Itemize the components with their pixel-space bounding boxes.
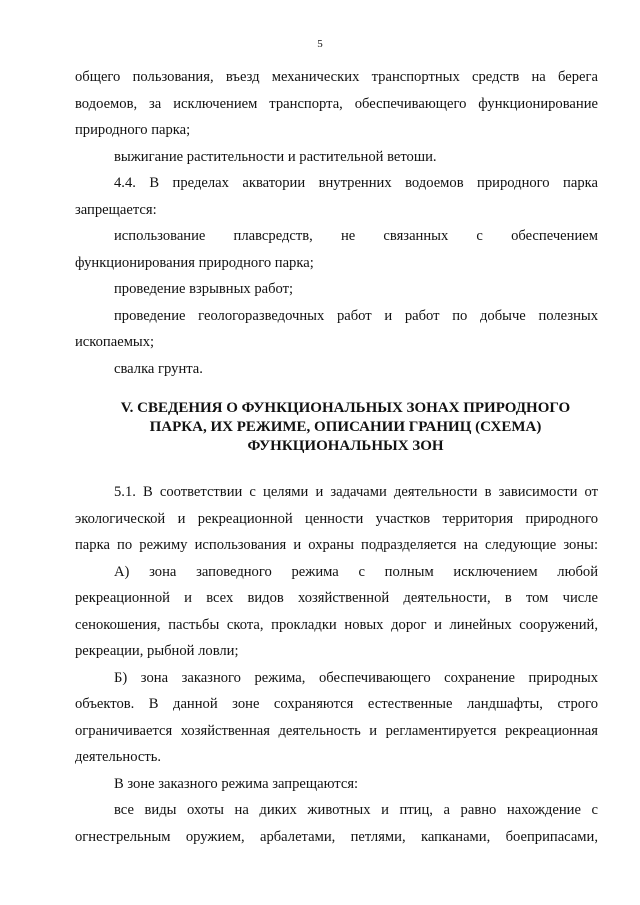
text-line: Б) зона заказного режима, обеспечивающего сохранение природных [114,669,598,686]
text-line: ископаемых; [75,334,155,350]
text-line: ограничивается хозяйственная деятельность и регламентируется рекреационная [75,722,598,739]
heading-line: ПАРКА, ИХ РЕЖИМЕ, ОПИСАНИИ ГРАНИЦ (СХЕМА) [149,419,542,435]
text-line: А) зона заповедного режима с полным исключением любой [114,563,598,580]
text-line: огнестрельным оружием, арбалетами, петлями, капканами, боеприпасами, [75,828,598,845]
text-line: все виды охоты на диких животных и птиц, а равно нахождение с [114,802,598,818]
text-line: объектов. В данной зоне сохраняются естественные ландшафты, строго [75,696,598,712]
text-line: проведение геологоразведочных работ и работ по добыче полезных [114,307,598,324]
text-line: рекреационной и всех видов хозяйственной деятельности, в том числе [75,590,598,606]
text-line: водоемов, за исключением транспорта, обеспечивающего функционирование [75,95,598,112]
section-heading [75,399,598,456]
heading-line: ФУНКЦИОНАЛЬНЫХ ЗОН [247,438,444,454]
text-line: сенокошения, пастьбы скота, прокладки новых дорог и линейных сооружений, [75,616,598,633]
text-line: деятельность. [75,749,162,765]
text-line: выжигание растительности и растительной ветоши. [114,148,437,165]
text-line: общего пользования, въезд механических транспортных средств на берега [75,69,598,85]
text-line: рекреации, рыбной ловли; [75,643,239,659]
text-line: 4.4. В пределах акватории внутренних водоемов природного парка [114,175,598,191]
page-number: 5 [317,38,323,50]
document-body [75,64,598,850]
text-line: парка по режиму использования и охраны подразделяется на следующие зоны: [75,537,598,553]
text-line: экологической и рекреационной ценности участков территория природного [75,510,598,527]
text-line: природного парка; [75,122,191,138]
text-line: использование плавсредств, не связанных с обеспечением [114,228,598,244]
text-line: В зоне заказного режима запрещаются: [114,775,359,792]
text-line: свалка грунта. [114,360,203,377]
text-line: 5.1. В соответствии с целями и задачами деятельности в зависимости от [114,484,598,500]
heading-line: V. СВЕДЕНИЯ О ФУНКЦИОНАЛЬНЫХ ЗОНАХ ПРИРОДНОГО [120,400,571,416]
text-line: запрещается: [75,201,157,218]
text-line: проведение взрывных работ; [114,281,294,297]
text-line: функционирования природного парка; [75,254,314,271]
